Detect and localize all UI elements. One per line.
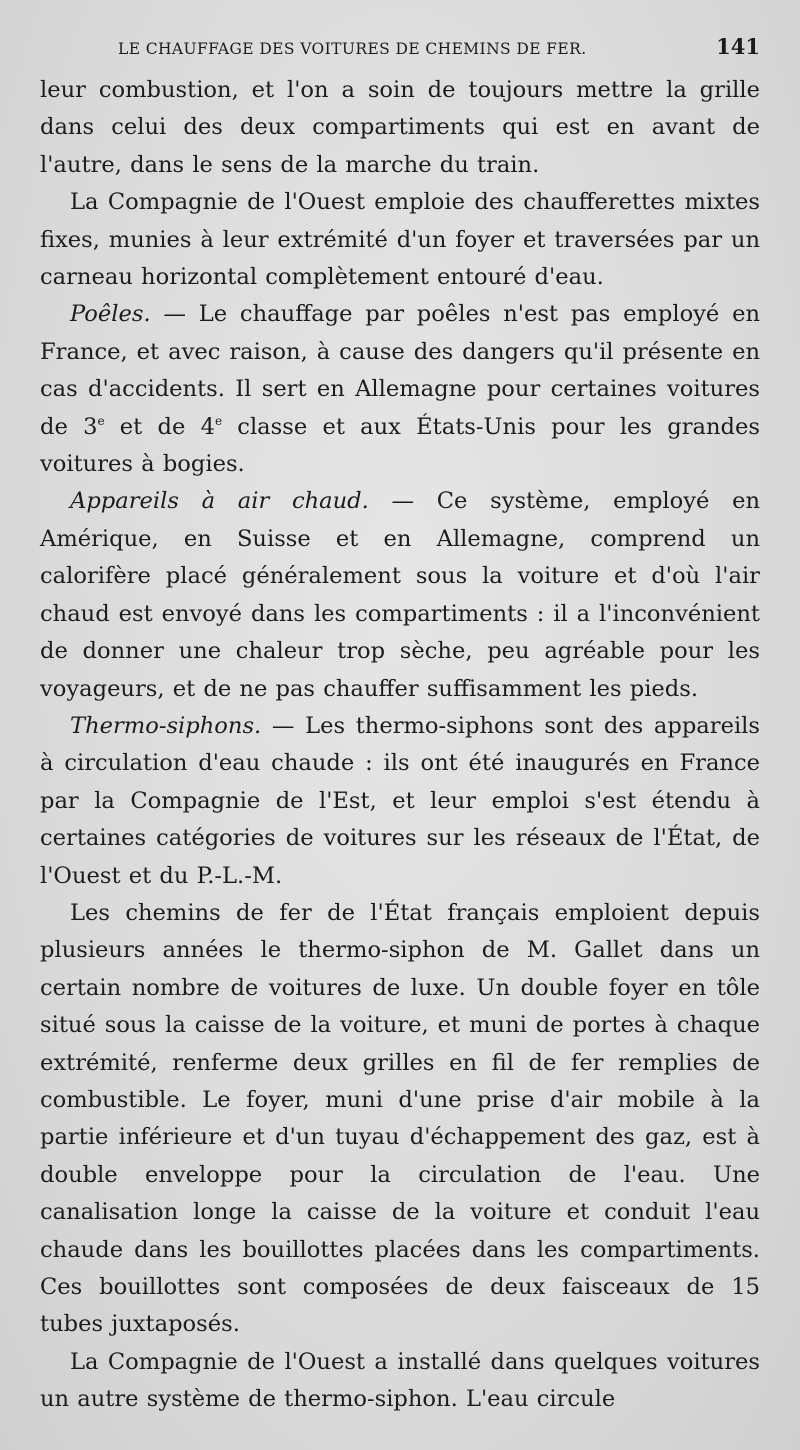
section-lead-poeles: Poêles. <box>70 301 151 328</box>
superscript-e: e <box>214 413 223 428</box>
paragraph-ouest-chaufferettes <box>40 184 760 296</box>
paragraph-text: et de 4 <box>104 413 215 440</box>
running-title: LE CHAUFFAGE DES VOITURES DE CHEMINS DE FER. <box>118 40 587 58</box>
paragraph-text: leur combustion, et l'on a soin de toujours mettre la grille dans celui des deux compartiments qui est en avant de l'autre, dans le sens de la marche du train. <box>40 77 760 178</box>
page-number: 141 <box>716 34 760 59</box>
paragraph-etat-gallet <box>40 895 760 1344</box>
paragraph-text: classe et aux États-Unis pour les grandes voitures à bogies. <box>40 413 760 478</box>
paragraph-thermo-siphons <box>40 708 760 895</box>
paragraph-text: La Compagnie de l'Ouest a installé dans quelques voitures un autre système de thermo-siphon. L'eau circule <box>40 1348 760 1413</box>
paragraph-text: Les chemins de fer de l'État français emploient depuis plusieurs années le thermo-siphon de M. Gallet dans un certain nombre de voitures de luxe. Un double foyer en tôle situé sous la caisse de la voiture, et muni de portes à chaque extrémité, renferme deux grilles en fil de fer remplies de combustible. Le foyer, muni d'une prise d'air mobile à la partie inférieure et d'un tuyau d'échappement des gaz, est à double enveloppe pour la circulation de l'eau. Une canalisation longe la caisse de la voiture et conduit l'eau chaude dans les bouillottes placées dans les compartiments. Ces bouillottes sont composées de deux faisceaux de 15 tubes juxtaposés. <box>40 899 760 1338</box>
paragraph-text: — Ce système, employé en Amérique, en Suisse et en Allemagne, comprend un calorifère placé généralement sous la voiture et d'où l'air chaud est envoyé dans les compartiments : il a l'inconvénient de donner une chaleur trop sèche, peu agréable pour les voyageurs, et de ne pas chauffer suffisamment les pieds. <box>40 488 760 702</box>
paragraph-text: — Les thermo-siphons sont des appareils à circulation d'eau chaude : ils ont été inaugurés en France par la Compagnie de l'Est, et leur emploi s'est étendu à certaines catégories de voitures sur les réseaux de l'État, de l'Ouest et du P.-L.-M. <box>40 712 760 889</box>
paragraph-ouest-thermo-siphon <box>40 1344 760 1419</box>
section-lead-thermo-siphons: Thermo-siphons. <box>70 712 262 739</box>
paragraph-text: — Le chauffage par poêles n'est pas employé en France, et avec raison, à cause des dangers qu'il présente en cas d'accidents. Il sert en Allemagne pour certaines voitures de 3 <box>40 301 760 440</box>
section-lead-air-chaud: Appareils à air chaud. <box>70 488 369 515</box>
superscript-e: e <box>97 413 105 428</box>
paragraph-poeles <box>40 296 760 483</box>
paragraph-air-chaud <box>40 483 760 707</box>
page-header <box>40 34 760 64</box>
paragraph-continuation <box>40 72 760 184</box>
body-text <box>40 72 760 1419</box>
paragraph-text: La Compagnie de l'Ouest emploie des chaufferettes mixtes fixes, munies à leur extrémité d'un foyer et traversées par un carneau horizontal complètement entouré d'eau. <box>40 189 760 291</box>
